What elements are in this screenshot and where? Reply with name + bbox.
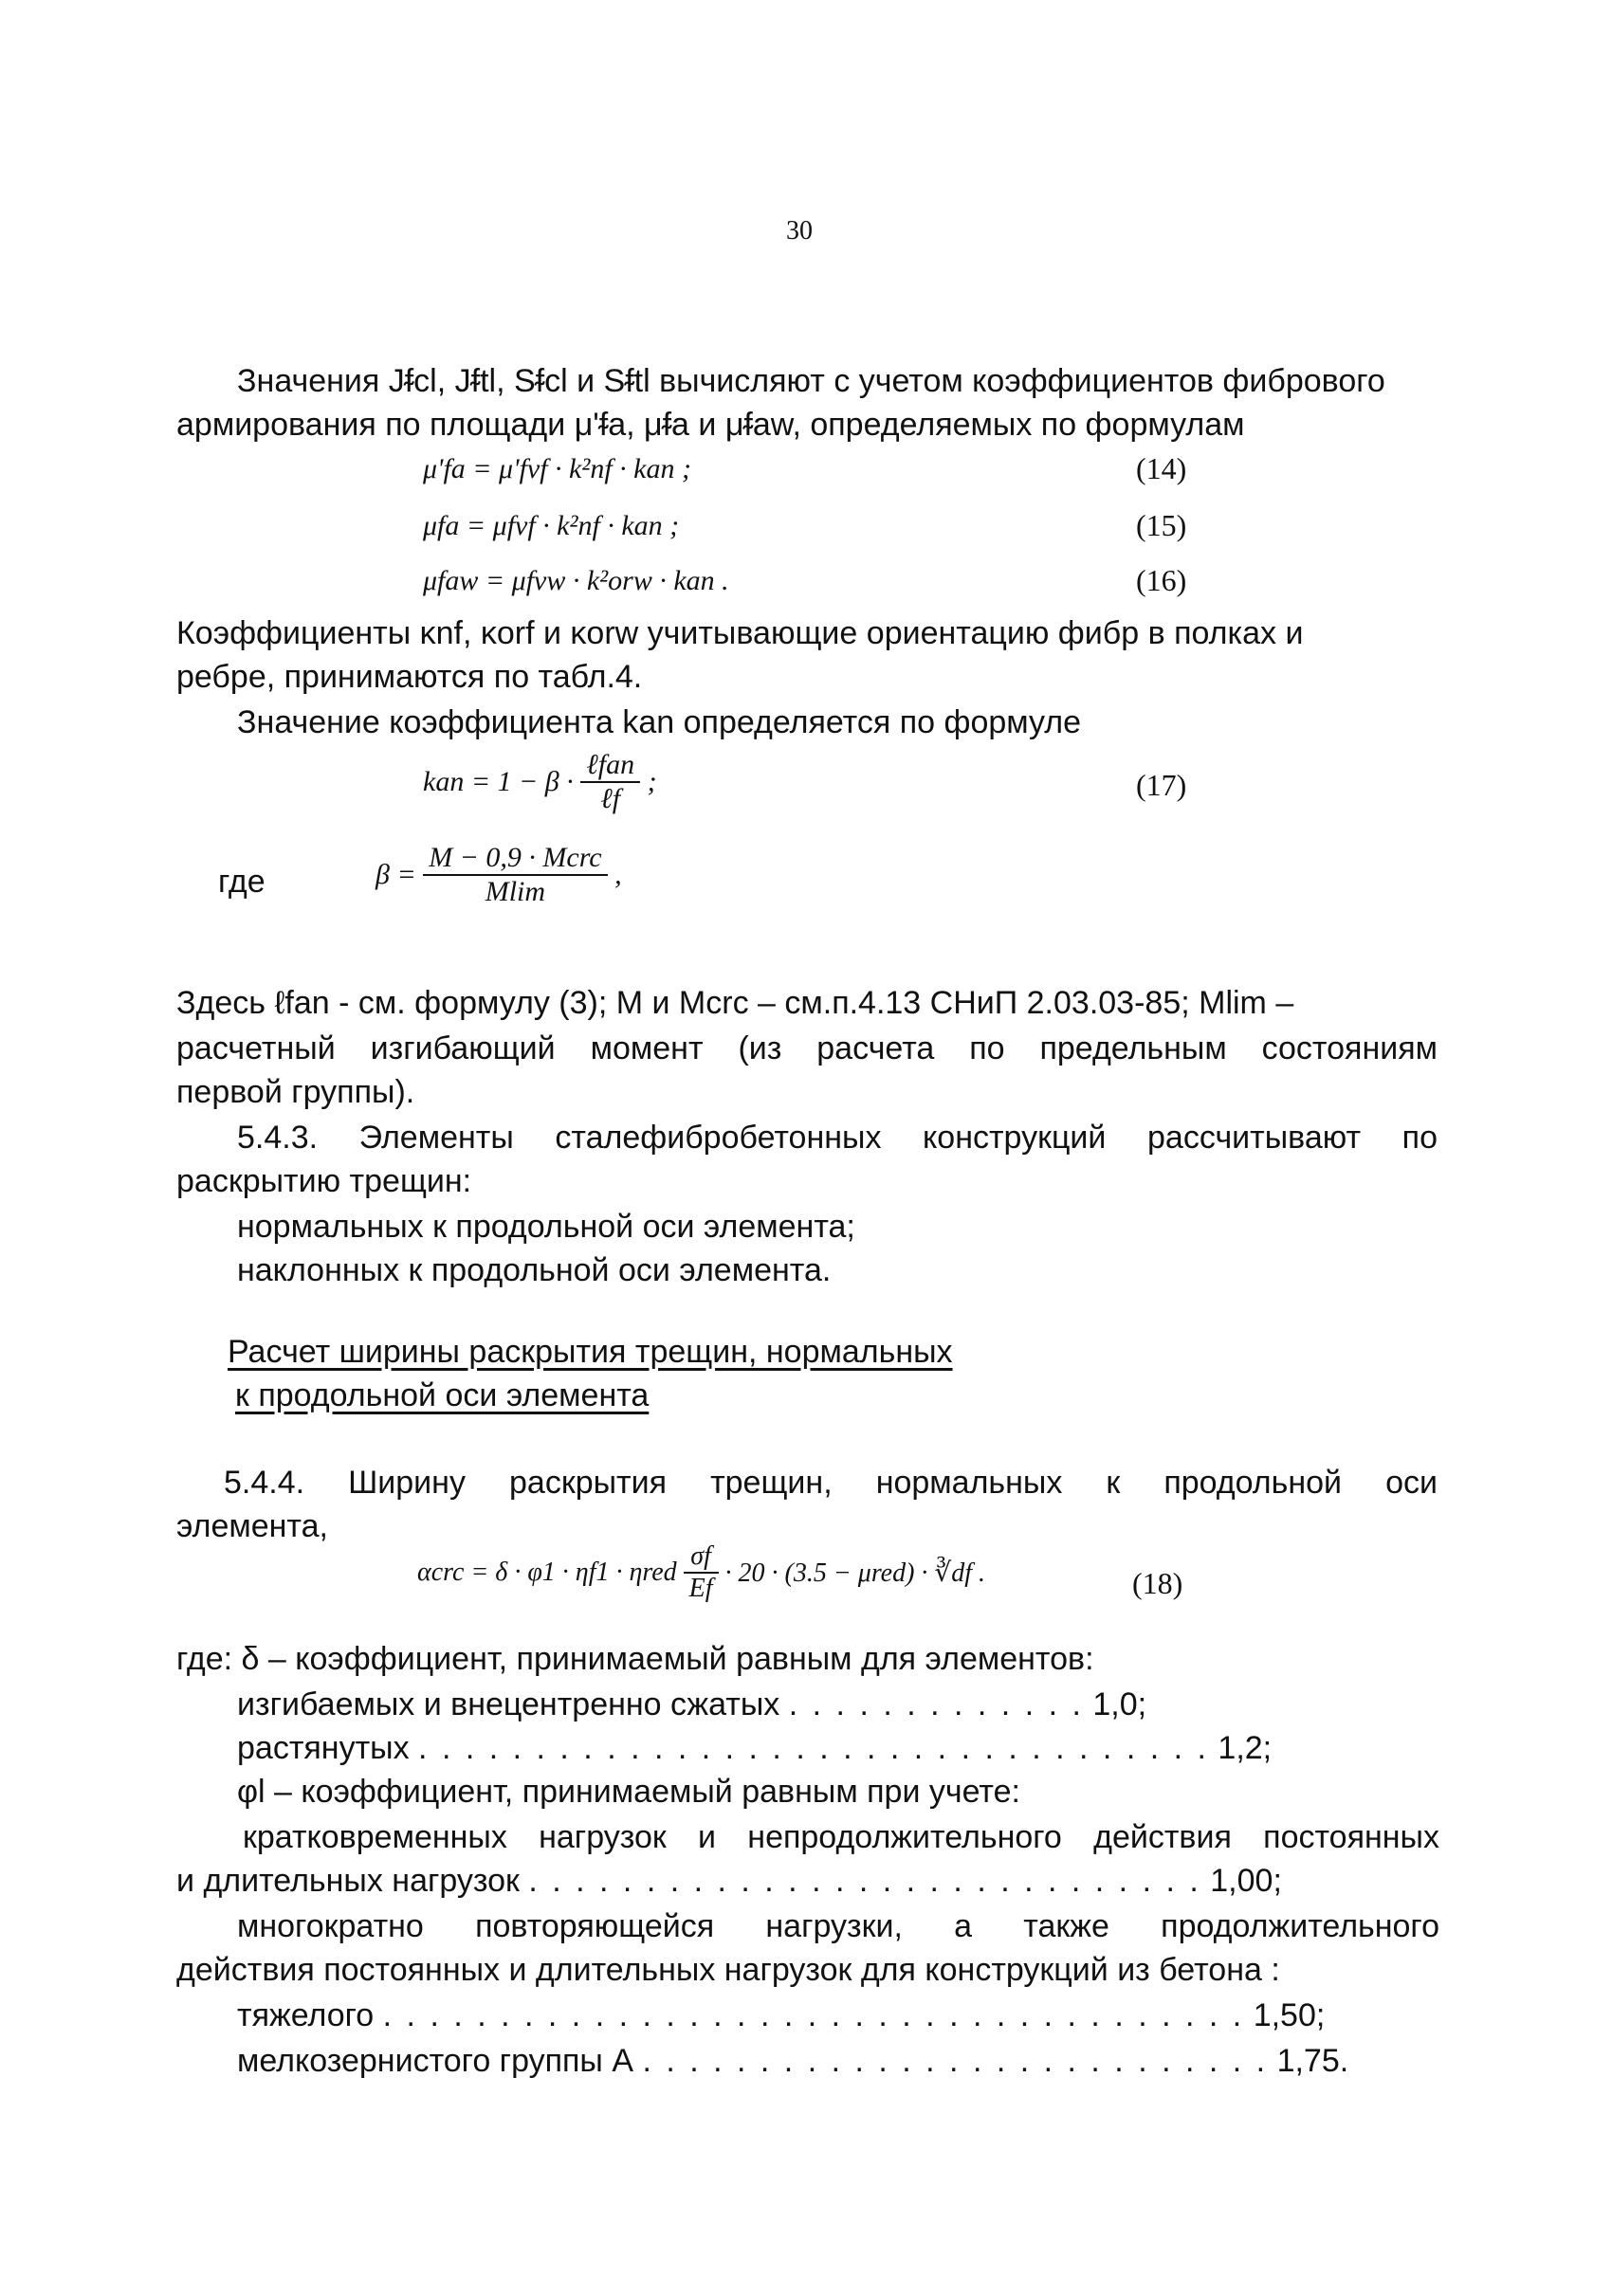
short-load-value: 1,00; [1210,1863,1282,1899]
beta-denominator: Mlim [485,876,546,907]
page-number: 30 [786,216,813,246]
equation-17-fraction [580,749,640,815]
delta-bend-label: изгибаемых и внецентренно сжатых [237,1686,780,1722]
equation-17-denominator: ℓf [600,783,621,814]
equation-15-number: (15) [1136,508,1187,542]
equation-14: μ'fa = μ'fvf · k²nf · kan ; [423,453,691,484]
paragraph-values-line-1: Значения Jᵮcl, Jᵮtl, Sᵮcl и Sᵮtl вычисляют с учетом коэффициентов фибрового [237,363,1385,399]
section-543-item-1: нормальных к продольной оси элемента; [237,1209,855,1245]
where-label: где [218,864,266,900]
equation-15: μfa = μfvf · k²nf · kan ; [423,510,680,541]
delta-intro: где: δ – коэффициент, принимаемый равным для элементов: [176,1641,1094,1677]
paragraph-values-line-2: армирования по площади μ'ᵮa, μᵮa и μᵮaw, определяемых по формулам [176,407,1245,443]
heavy-concrete-value: 1,50; [1253,1997,1326,2033]
equation-18-denominator: Ef [688,1574,713,1603]
beta-numerator: M − 0,9 · Mcrc [423,842,607,876]
heading-line-1: Расчет ширины раскрытия трещин, нормальных [228,1334,953,1370]
beta-formula [376,842,622,908]
beta-fraction [423,842,607,908]
fine-concrete-value: 1,75. [1276,2043,1349,2079]
beta-lhs: β = [376,859,416,890]
equation-14-number: (14) [1136,451,1187,485]
repeat-load-line-2: действия постоянных и длительных нагрузок для конструкций из бетона : [176,1952,1280,1988]
fine-concrete-row [237,2042,1348,2080]
equation-18 [417,1541,985,1604]
delta-tension-label: растянутых [237,1730,410,1766]
short-load-row [176,1862,1282,1900]
delta-bend-value: 1,0; [1092,1686,1147,1722]
section-544-line-2: элемента, [176,1508,328,1544]
equation-16-number: (16) [1136,563,1187,597]
equation-18-numerator: σf [684,1541,719,1574]
here-line-3: первой группы). [176,1074,415,1110]
equation-17-lhs: kan = 1 − β · [423,766,574,797]
equation-18-lhs: αcrc = δ · φ1 · ηf1 · ηred [417,1558,677,1587]
heavy-concrete-row [237,1996,1325,2034]
short-load-dots: . . . . . . . . . . . . . . . . . . . . . . . . . . . . . [528,1863,1201,1899]
section-543-item-2: наклонных к продольной оси элемента. [237,1252,832,1288]
section-543-line-1: 5.4.3. Элементы сталефибробетонных конструкций рассчитывают по [237,1120,1438,1156]
here-line-1: Здесь ℓfan - см. формулу (3); M и Mcrc – см.п.4.13 СНиП 2.03.03-85; Mlim – [176,985,1294,1021]
phi-intro: φl – коэффициент, принимаемый равным при учете: [237,1774,1020,1810]
heading-line-2: к продольной оси элемента [235,1377,650,1413]
kan-intro: Значение коэффициента kan определяется по формуле [237,704,1082,740]
section-544-line-1: 5.4.4. Ширину раскрытия трещин, нормальных к продольной оси [224,1465,1438,1501]
heavy-concrete-label: тяжелого [237,1997,375,2033]
short-load-line-1: кратковременных нагрузок и непродолжительного действия постоянных [243,1819,1439,1855]
equation-17-numerator: ℓfan [580,749,640,783]
heavy-concrete-dots: . . . . . . . . . . . . . . . . . . . . . . . . . . . . . . . . . . . . . [382,1997,1245,2033]
here-line-2: расчетный изгибающий момент (из расчета по предельным состояниям [176,1030,1438,1066]
equation-17-tail: ; [647,766,657,797]
equation-18-tail: · 20 · (3.5 − μred) · ∛df . [724,1558,986,1588]
delta-bend-row [237,1686,1146,1723]
delta-tension-value: 1,2; [1218,1730,1273,1766]
equation-16: μfaw = μfvw · k²orw · kan . [423,565,729,596]
equation-17-number: (17) [1136,768,1187,802]
coefficients-line-2: ребре, принимаются по табл.4. [176,659,643,695]
short-load-label: и длительных нагрузок [176,1863,520,1899]
fine-concrete-dots: . . . . . . . . . . . . . . . . . . . . . . . . . . . [642,2043,1269,2079]
delta-tension-dots: . . . . . . . . . . . . . . . . . . . . . . . . . . . . . . . . . . [418,1730,1209,1766]
repeat-load-line-1: многократно повторяющейся нагрузки, а также продолжительного [237,1908,1439,1944]
equation-17 [423,749,657,815]
fine-concrete-label: мелкозернистого группы А [237,2043,633,2079]
coefficients-line-1: Коэффициенты κnf, κorf и κorw учитывающие ориентацию фибр в полках и [176,615,1304,651]
section-543-line-2: раскрытию трещин: [176,1163,472,1199]
delta-tension-row [237,1729,1272,1767]
equation-18-number: (18) [1132,1566,1183,1600]
beta-tail: , [614,859,622,890]
delta-bend-dots: . . . . . . . . . . . . . [788,1686,1084,1722]
equation-18-fraction [684,1541,719,1604]
